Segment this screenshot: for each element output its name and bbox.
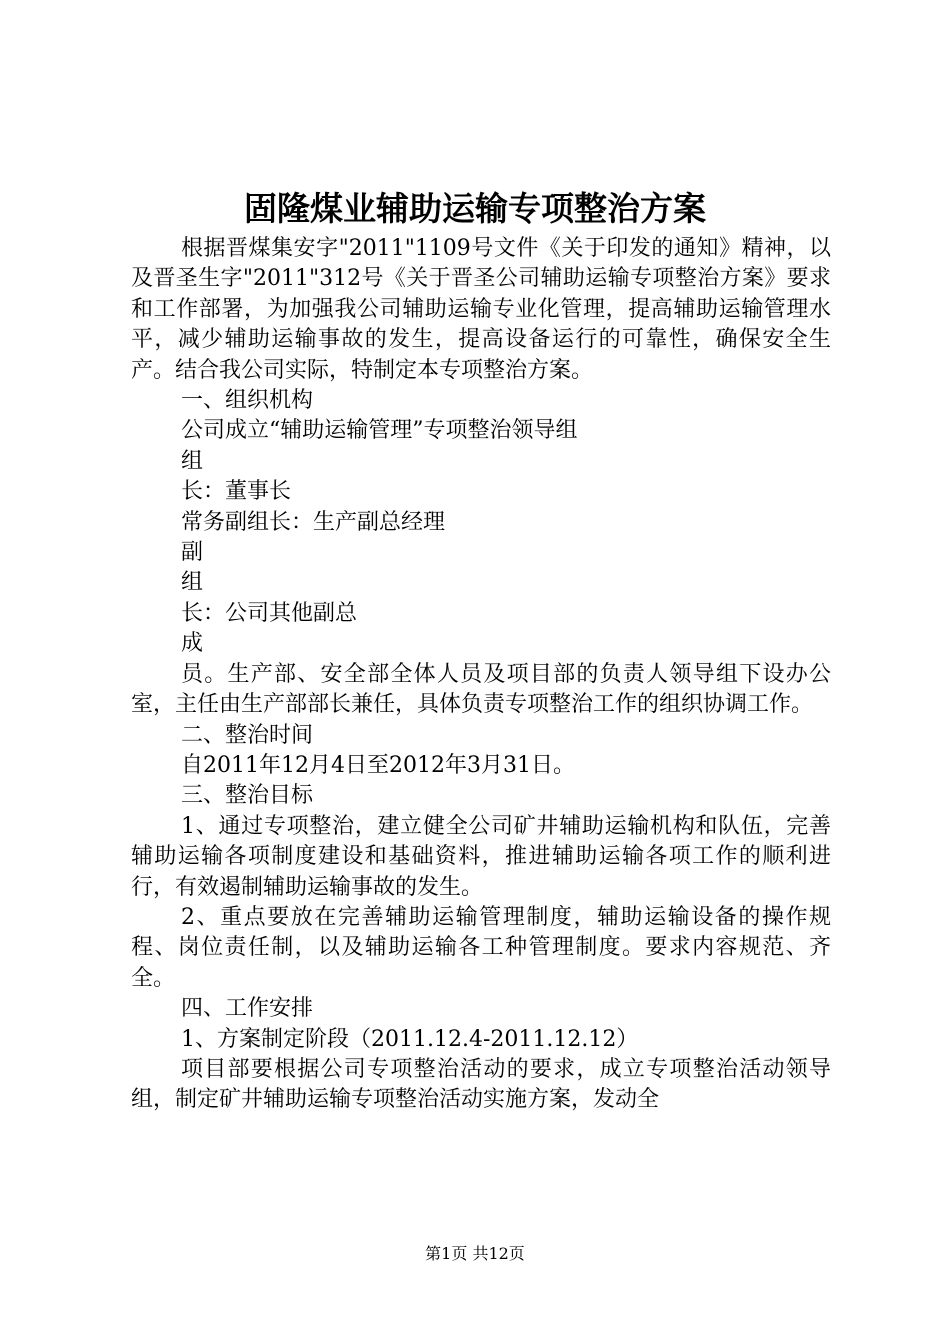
section-heading-time: 二、整治时间 xyxy=(181,722,314,748)
paragraph-intro: 根据晋煤集安字"2011"1109号文件《关于印发的通知》精神，以及晋圣生字"2011"312号《关于晋圣公司辅助运输专项整治方案》要求和工作部署，为加强我公司辅助运输专业化管理，提高辅助运输管理水平，减少辅助运输事故的发生，提高设备运行的可靠性，确保安全生产。结合我公司实际，特制定本专项整治方案。 xyxy=(131,236,831,383)
paragraph: 常务副组长：生产副总经理 xyxy=(181,509,446,535)
paragraph-phase-1-detail: 项目部要根据公司专项整治活动的要求，成立专项整治活动领导组，制定矿井辅助运输专项整治活动实施方案，发动全 xyxy=(131,1056,831,1113)
paragraph: 公司成立“辅助运输管理”专项整治领导组 xyxy=(181,418,578,444)
document-title: 固隆煤业辅助运输专项整治方案 xyxy=(244,189,706,228)
paragraph: 成 xyxy=(181,631,204,657)
paragraph-phase-1: 1、方案制定阶段（2011.12.4-2011.12.12） xyxy=(181,1026,639,1052)
paragraph: 副 xyxy=(181,540,204,566)
section-heading-organization: 一、组织机构 xyxy=(181,388,314,414)
paragraph-goal-1: 1、通过专项整治，建立健全公司矿井辅助运输机构和队伍，完善辅助运输各项制度建设和基础资料，推进辅助运输各项工作的顺利进行，有效遏制辅助运输事故的发生。 xyxy=(131,813,831,900)
section-heading-work: 四、工作安排 xyxy=(181,996,314,1022)
paragraph: 组 xyxy=(181,570,204,596)
section-heading-goals: 三、整治目标 xyxy=(181,783,314,809)
document-body xyxy=(131,234,831,1116)
paragraph: 长：公司其他副总 xyxy=(181,600,358,626)
paragraph-goal-2: 2、重点要放在完善辅助运输管理制度，辅助运输设备的操作规程、岗位责任制，以及辅助运输各工种管理制度。要求内容规范、齐全。 xyxy=(131,904,831,991)
paragraph-time: 自2011年12月4日至2012年3月31日。 xyxy=(181,752,575,778)
page-number: 第1页 共12页 xyxy=(425,1244,525,1263)
paragraph: 组 xyxy=(181,448,204,474)
paragraph-members: 员。生产部、安全部全体人员及项目部的负责人领导组下设办公室，主任由生产部部长兼任，具体负责专项整治工作的组织协调工作。 xyxy=(131,661,831,718)
paragraph: 长：董事长 xyxy=(181,479,292,505)
